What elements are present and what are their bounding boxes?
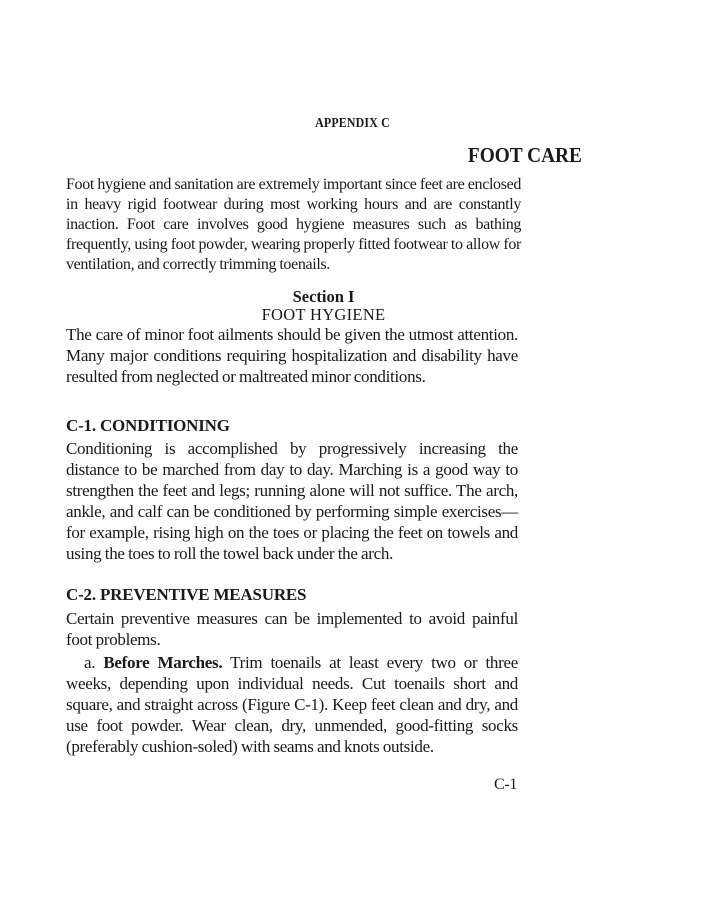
page-title-text: FOOT CARE [468, 143, 582, 167]
c2-item-a-prefix: a. [84, 653, 104, 672]
c2-item-a [66, 652, 518, 757]
intro-paragraph: Foot hygiene and sanitation are extremely important since feet are enclosed in heavy rigid footwear during most working hours and are constantly inaction. Foot care involves good hygiene measures such as bathing frequently, using foot powder, wearing properly fitted footwear to allow for ventilation, and correctly trimming toenails. [66, 176, 521, 273]
c2-heading: C-2. PREVENTIVE MEASURES [66, 585, 307, 604]
c1-paragraph: Conditioning is accomplished by progressively increasing the distance to be marched from day to day. Marching is a good way to strengthen the feet and legs; running alone will not suffice. The arch, ankle, and calf can be conditioned by performing simple exercises—for example, rising high on the toes or placing the feet on towels and using the toes to roll the towel back under the arch. [66, 439, 518, 563]
page-number: C-1 [494, 776, 518, 793]
c1-heading: C-1. CONDITIONING [66, 416, 230, 435]
c2-item-a-text: Trim toenails at least every two or three weeks, depending upon individual needs. Cut toenails short and square, and straight across (Figure C-1). Keep feet clean and dry, and use foot powder. Wear clean, dry, unmended, good-fitting socks (preferably cushion-soled) with seams and knots outside. [66, 653, 518, 756]
c2-item-a-label: Before Marches. [103, 653, 223, 672]
section-paragraph: The care of minor foot ailments should be given the utmost attention. Many major conditions requiring hospitalization and disability have resulted from neglected or maltreated minor conditions. [66, 325, 518, 386]
section-title: FOOT HYGIENE [261, 305, 386, 324]
section-label: Section I [292, 287, 355, 306]
c2-paragraph: Certain preventive measures can be implemented to avoid painful foot problems. [66, 609, 518, 649]
page-title [0, 143, 582, 168]
appendix-label: APPENDIX C [315, 116, 390, 131]
